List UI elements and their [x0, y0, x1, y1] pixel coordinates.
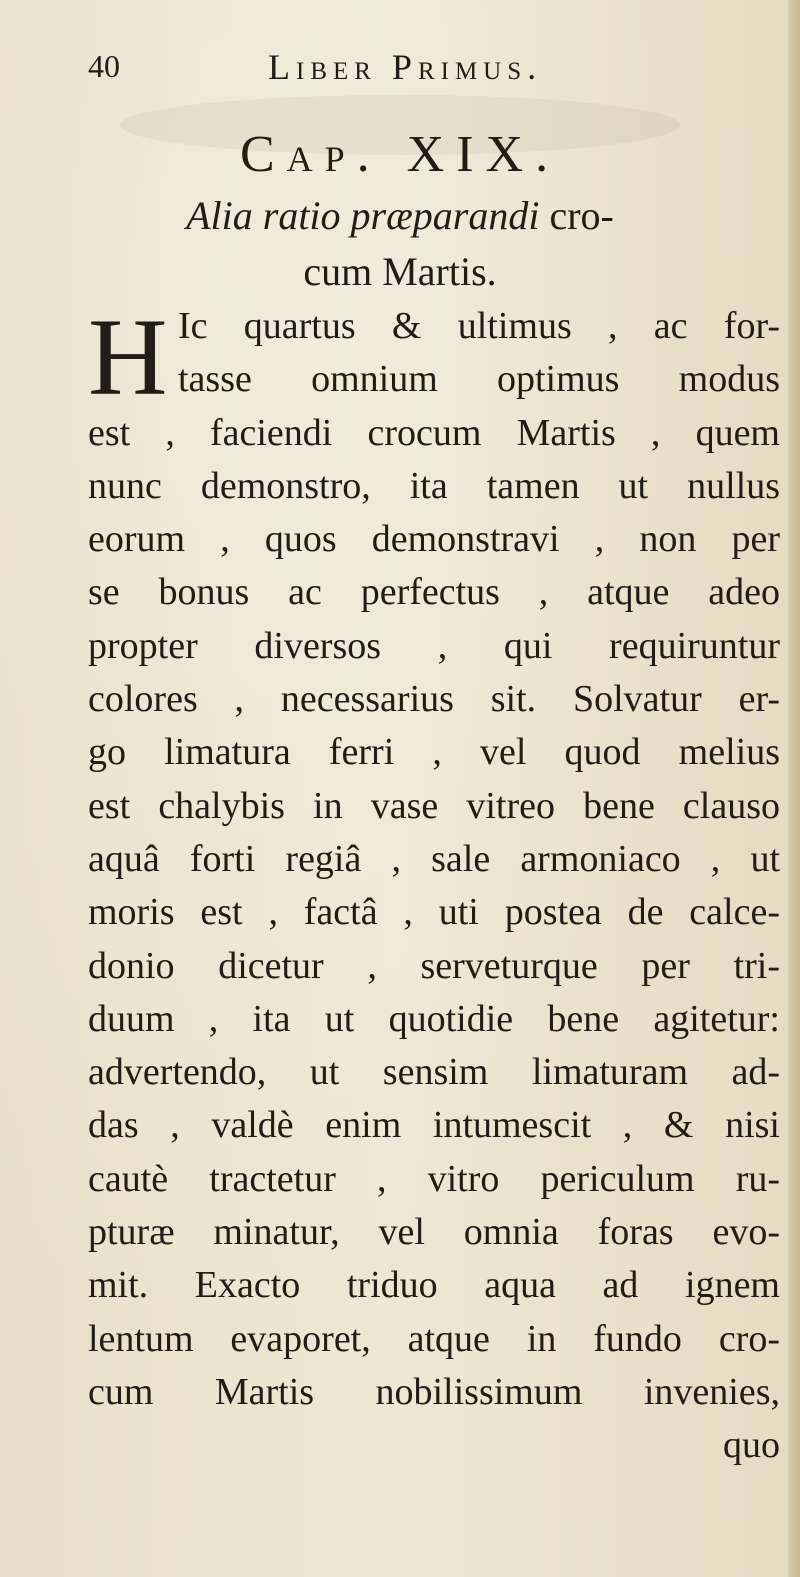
- catchword: quo: [723, 1424, 780, 1467]
- subtitle-italic-part: Alia ratio præparandi: [186, 193, 540, 238]
- page-header: [88, 42, 648, 92]
- text-line: propter diversos , qui requiruntur: [88, 624, 780, 667]
- text-line: eorum , quos demonstravi , non per: [88, 518, 780, 561]
- text-line: pturæ minatur, vel omnia foras evo-: [88, 1211, 780, 1254]
- text-line: donio dicetur , serveturque per tri-: [88, 944, 780, 987]
- drop-capital: H: [88, 296, 168, 418]
- text-line: est chalybis in vase vitreo bene clauso: [88, 784, 780, 827]
- text-line: tasse omnium optimus modus: [178, 358, 780, 401]
- text-line: das , valdè enim intumescit , & nisi: [88, 1104, 780, 1147]
- text-line: moris est , factâ , uti postea de calce-: [88, 891, 780, 934]
- running-head: Liber Primus.: [268, 47, 543, 87]
- text-line: cum Martis nobilissimum invenies,: [88, 1370, 780, 1413]
- text-line: est , faciendi crocum Martis , quem: [88, 411, 780, 454]
- page-edge: [788, 0, 800, 1577]
- subtitle-roman-part: cro-: [549, 193, 614, 238]
- text-line: duum , ita ut quotidie bene agitetur:: [88, 997, 780, 1040]
- subtitle-second-line: cum Martis.: [303, 249, 497, 294]
- chapter-heading: Cap. XIX.: [239, 126, 561, 183]
- text-line: go limatura ferri , vel quod melius: [88, 731, 780, 774]
- chapter-subtitle: [120, 188, 680, 300]
- text-line: advertendo, ut sensim limaturam ad-: [88, 1051, 780, 1094]
- text-line: aquâ forti regiâ , sale armoniaco , ut: [88, 837, 780, 880]
- text-line: lentum evaporet, atque in fundo cro-: [88, 1317, 780, 1360]
- text-line: cautè tractetur , vitro periculum ru-: [88, 1157, 780, 1200]
- page-number: 40: [88, 48, 120, 84]
- body-text: [88, 296, 780, 1473]
- text-line: mit. Exacto triduo aqua ad ignem: [88, 1264, 780, 1307]
- text-line: Ic quartus & ultimus , ac for-: [178, 305, 780, 347]
- text-line: colores , necessarius sit. Solvatur er-: [88, 678, 780, 721]
- text-line: nunc demonstro, ita tamen ut nullus: [88, 464, 780, 507]
- text-line: se bonus ac perfectus , atque adeo: [88, 571, 780, 614]
